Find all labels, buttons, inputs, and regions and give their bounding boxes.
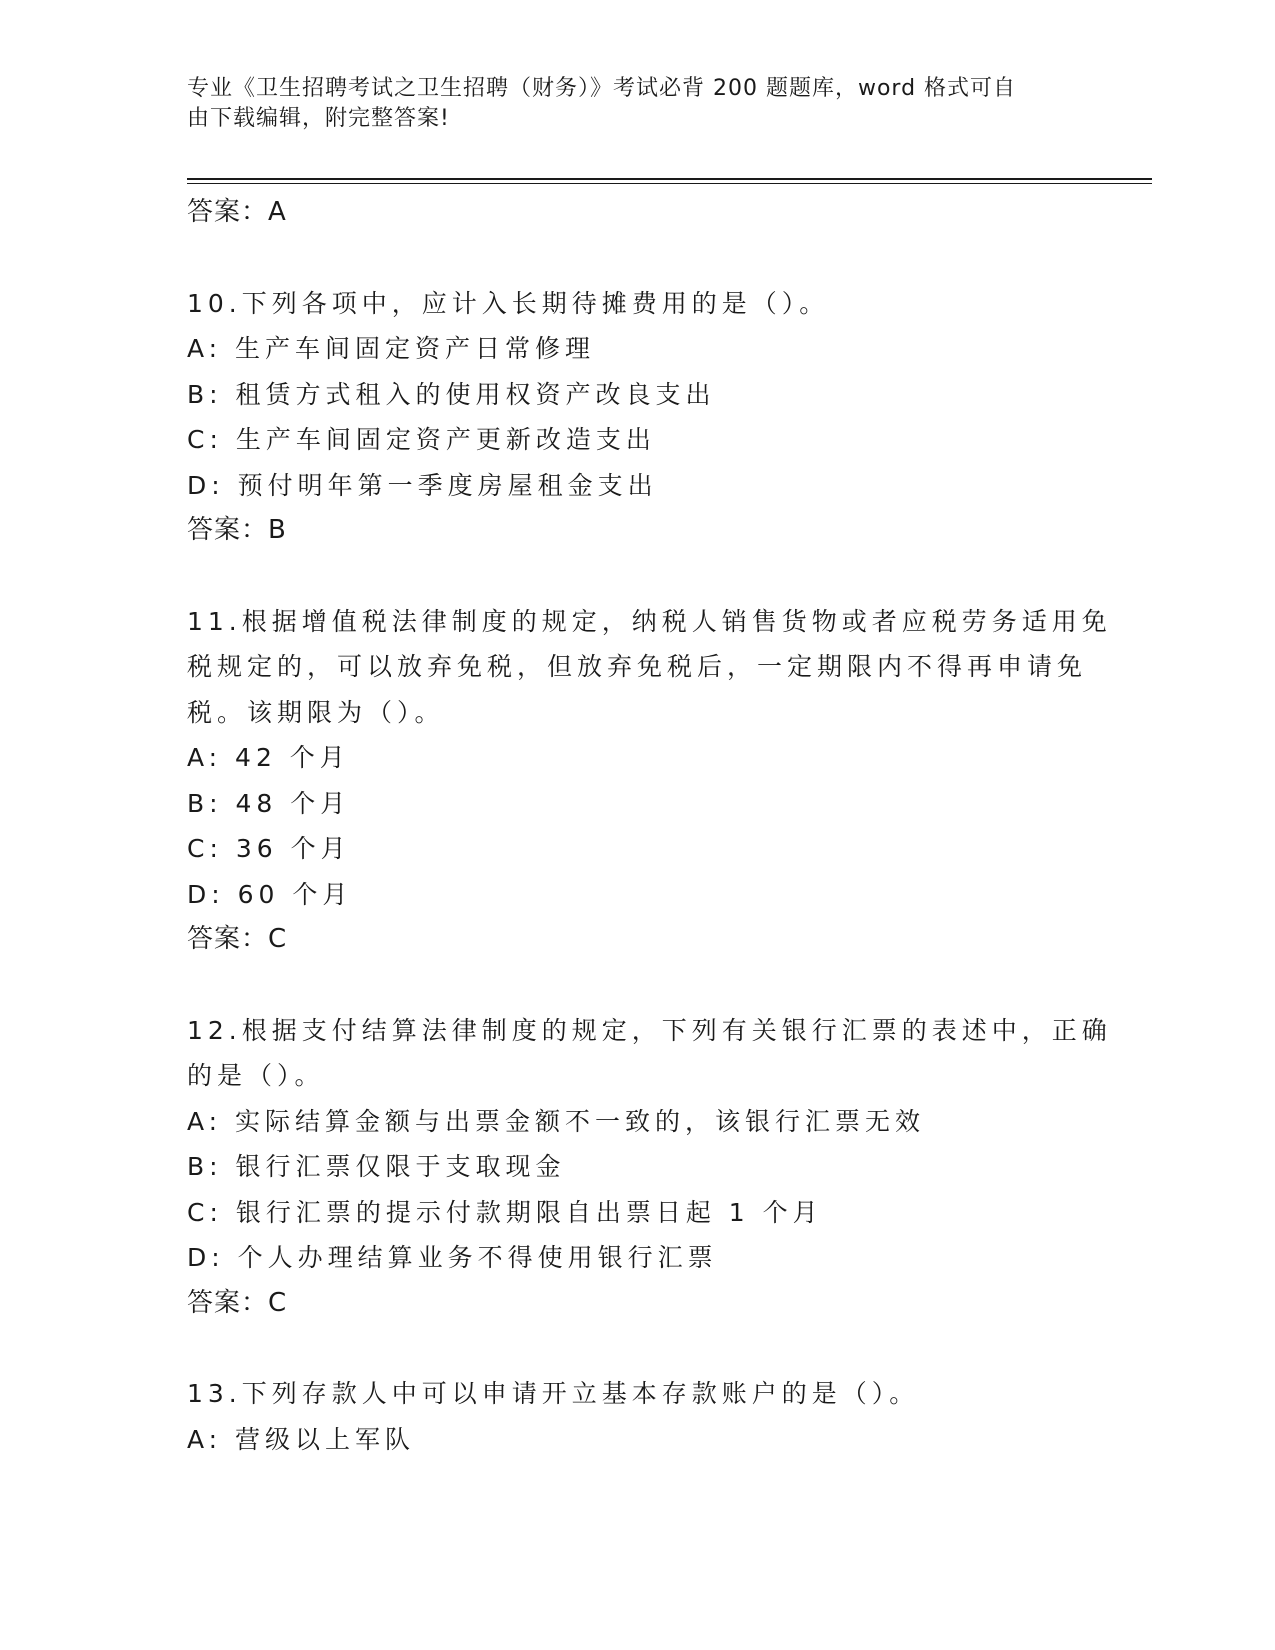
question-list bbox=[187, 190, 1112, 1462]
header-line-2: 由下载编辑，附完整答案! bbox=[187, 106, 450, 131]
spacer bbox=[187, 1326, 1077, 1371]
answer: 答案：C bbox=[187, 924, 288, 954]
option-b: B: 银行汇票仅限于支取现金 bbox=[187, 1152, 566, 1181]
answer: 答案：C bbox=[187, 1287, 288, 1318]
spacer bbox=[187, 963, 1077, 1008]
header-divider-thick bbox=[187, 178, 1152, 180]
question-10 bbox=[187, 281, 1077, 554]
option-b: B: 48 个月 bbox=[187, 788, 351, 818]
option-d: D: 60 个月 bbox=[187, 879, 353, 909]
header-divider-thin bbox=[187, 183, 1152, 184]
question-13 bbox=[187, 1371, 1077, 1462]
option-d: D: 个人办理结算业务不得使用银行汇票 bbox=[187, 1243, 718, 1272]
option-d: D: 预付明年第一季度房屋租金支出 bbox=[187, 470, 658, 500]
option-a: A: 实际结算金额与出票金额不一致的，该银行汇票无效 bbox=[187, 1106, 926, 1136]
question-stem-line-1: 12.根据支付结算法律制度的规定，下列有关银行汇票的表述中，正确 bbox=[187, 1015, 1112, 1045]
header-line-1: 专业《卫生招聘考试之卫生招聘（财务）》考试必背 200 题题库，word 格式可自 bbox=[187, 76, 1017, 101]
option-c: C: 36 个月 bbox=[187, 834, 351, 863]
spacer bbox=[187, 554, 1077, 599]
question-12 bbox=[187, 1008, 1112, 1327]
spacer bbox=[187, 236, 1077, 281]
option-a: A: 营级以上军队 bbox=[187, 1424, 416, 1454]
question-stem-line-2: 税规定的，可以放弃免税，但放弃免税后，一定期限内不得再申请免 bbox=[187, 652, 1088, 681]
question-stem: 13.下列存款人中可以申请开立基本存款账户的是（）。 bbox=[187, 1379, 920, 1408]
option-a: A: 42 个月 bbox=[187, 743, 350, 772]
option-c: C: 银行汇票的提示付款期限自出票日起 1 个月 bbox=[187, 1197, 823, 1227]
question-stem-line-1: 11.根据增值税法律制度的规定，纳税人销售货物或者应税劳务适用免 bbox=[187, 606, 1112, 636]
previous-answer: 答案：A bbox=[187, 197, 287, 227]
document-header bbox=[187, 74, 1067, 134]
option-a: A: 生产车间固定资产日常修理 bbox=[187, 334, 596, 363]
question-stem: 10.下列各项中，应计入长期待摊费用的是（）。 bbox=[187, 288, 830, 318]
answer: 答案：B bbox=[187, 515, 287, 545]
question-11 bbox=[187, 599, 1112, 963]
option-b: B: 租赁方式租入的使用权资产改良支出 bbox=[187, 379, 716, 409]
question-stem-line-2: 的是（）。 bbox=[187, 1061, 325, 1090]
option-c: C: 生产车间固定资产更新改造支出 bbox=[187, 425, 656, 454]
question-stem-line-3: 税。该期限为（）。 bbox=[187, 697, 445, 727]
